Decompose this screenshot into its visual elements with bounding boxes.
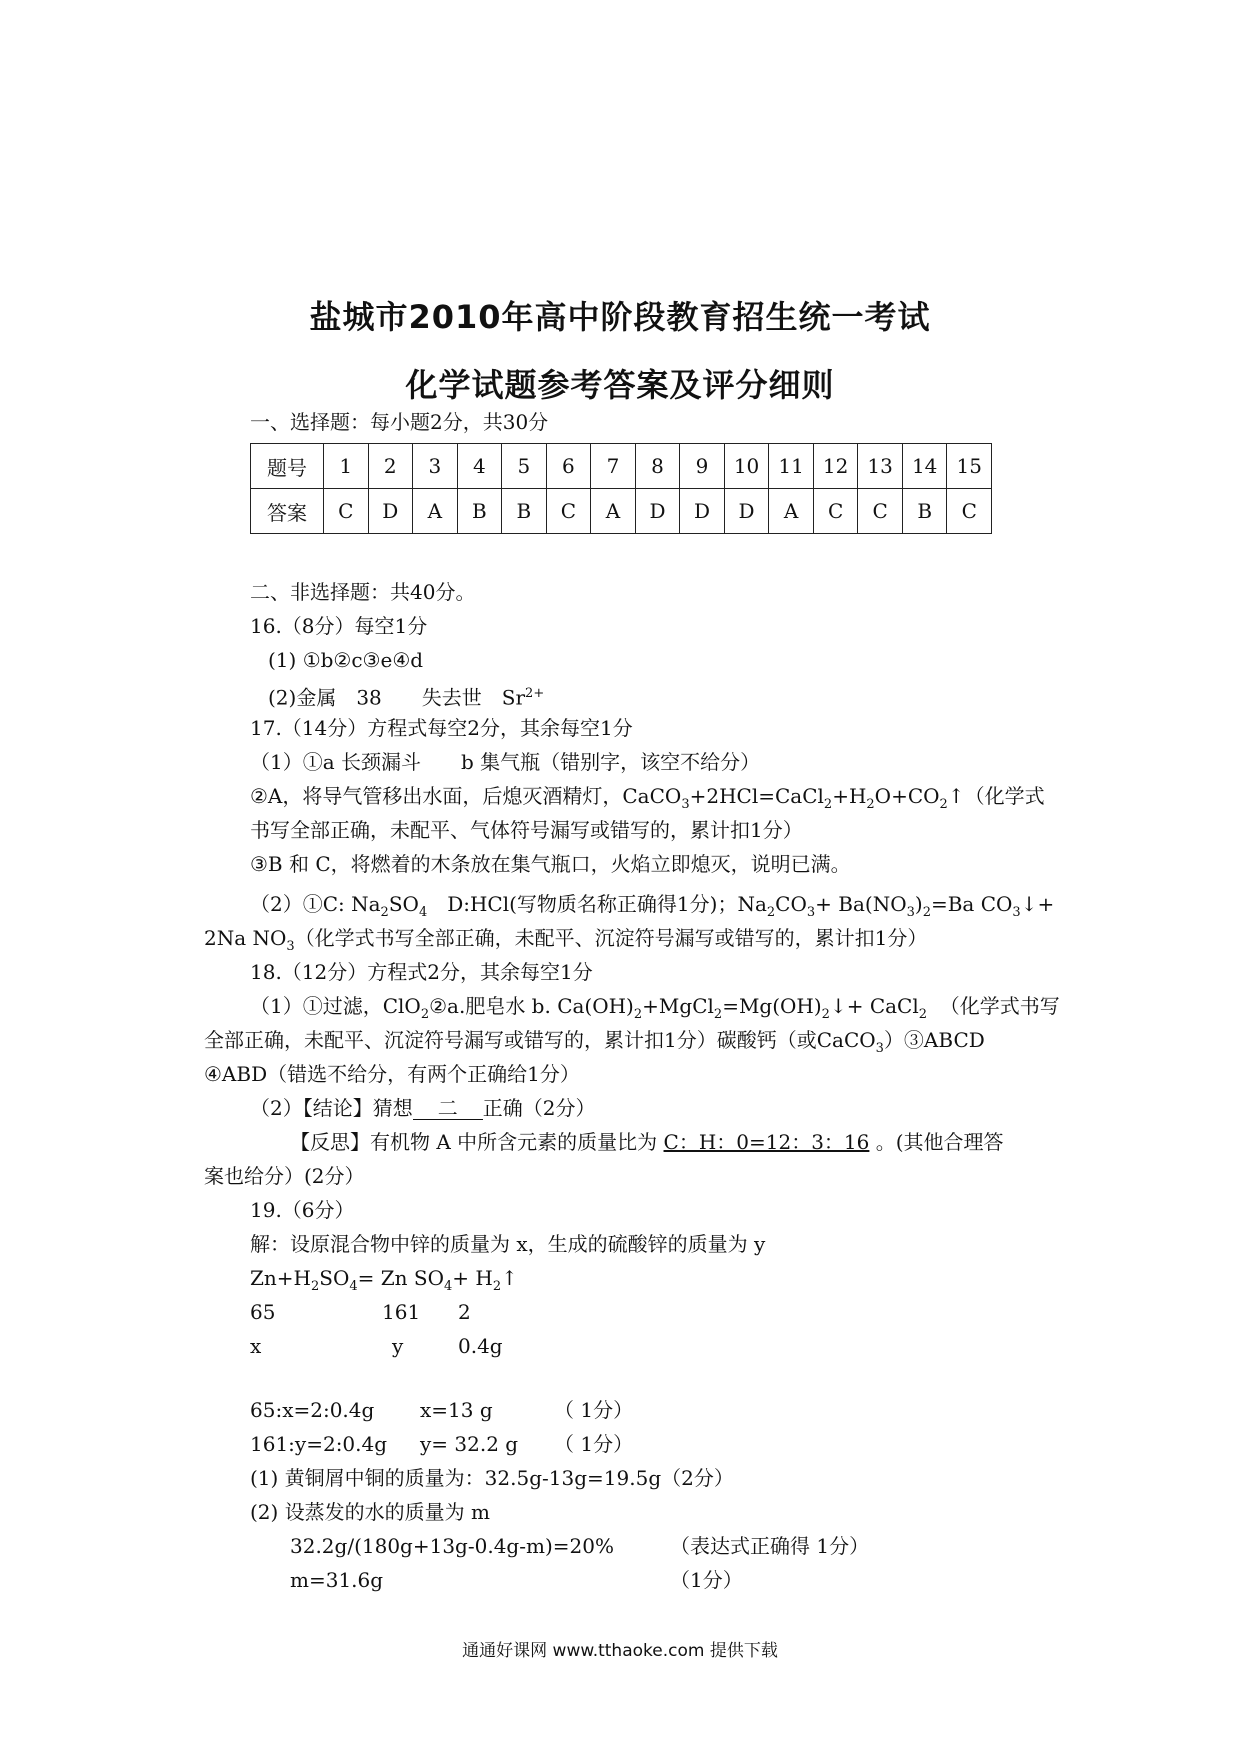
text-run: +H — [832, 784, 867, 808]
subscript: 2 — [766, 905, 776, 920]
text-run: （2）①C: Na — [250, 892, 381, 916]
subscript: 4 — [418, 905, 428, 920]
q17-heading: 17.（14分）方程式每空2分，其余每空1分 — [250, 716, 633, 740]
text-run: O+CO — [874, 784, 940, 808]
text-run: +MgCl — [642, 994, 714, 1018]
table-cell: 4 — [457, 444, 502, 489]
text-run: ↓+ — [1020, 892, 1055, 916]
subscript: 3 — [681, 797, 690, 812]
table-cell: C — [546, 489, 591, 534]
footer-text: 通通好课网 www.tthaoke.com 提供下载 — [462, 1641, 778, 1661]
text-run: =Ba CO — [930, 892, 1013, 916]
q19-variable: 0.4g — [458, 1334, 503, 1358]
table-row-answers — [251, 489, 992, 534]
table-cell: C — [858, 489, 903, 534]
subscript: 2 — [866, 797, 875, 812]
page-subtitle: 化学试题参考答案及评分细则 — [405, 366, 835, 404]
q19-heading: 19.（6分） — [250, 1198, 355, 1222]
q19-score: （1分） — [670, 1568, 743, 1592]
q17-line — [250, 782, 1045, 819]
text-run: 2Na NO — [204, 926, 287, 950]
q19-variable: x — [250, 1334, 262, 1358]
table-cell: C — [324, 489, 369, 534]
text-run: + Ba(NO — [815, 892, 907, 916]
section1-heading: 一、选择题：每小题2分，共30分 — [250, 410, 549, 434]
table-cell: 11 — [769, 444, 814, 489]
text-run: ）③ABCD — [883, 1028, 985, 1052]
text-run: 【反思】有机物 A 中所含元素的质量比为 — [290, 1130, 658, 1154]
q16-line — [268, 680, 544, 712]
q19-calc: x=13 g — [420, 1398, 493, 1422]
table-cell: 8 — [635, 444, 680, 489]
table-cell: 10 — [724, 444, 769, 489]
q19-score: （ 1分） — [554, 1398, 634, 1422]
q17-line: ③B 和 C，将燃着的木条放在集气瓶口，火焰立即熄灭，说明已满。 — [250, 852, 851, 876]
table-cell: A — [591, 489, 636, 534]
table-row-numbers — [251, 444, 992, 489]
text-run: = Zn SO — [357, 1266, 445, 1290]
table-cell: 5 — [502, 444, 547, 489]
subscript: 2 — [922, 905, 931, 920]
section2-heading: 二、非选择题：共40分。 — [250, 580, 476, 604]
q19-line: 32.2g/(180g+13g-0.4g-m)=20% — [290, 1534, 614, 1558]
q18-line — [204, 1026, 985, 1063]
text-run: ②a.肥皂水 b. Ca(OH) — [429, 994, 634, 1018]
q19-mass-value: 161 — [382, 1300, 421, 1324]
subscript: 3 — [806, 905, 816, 920]
subscript: 4 — [444, 1279, 453, 1294]
q19-equation — [250, 1264, 518, 1301]
text-run: Zn+H — [250, 1266, 311, 1290]
q19-variable: y — [392, 1334, 404, 1358]
q19-calc: y= 32.2 g — [420, 1432, 519, 1456]
text-run: + H — [452, 1266, 493, 1290]
table-cell: D — [724, 489, 769, 534]
text-run: （2）【结论】猜想 — [250, 1096, 413, 1120]
table-cell: 13 — [858, 444, 903, 489]
table-cell: A — [769, 489, 814, 534]
q18-line: 案也给分）(2分） — [204, 1164, 365, 1188]
table-cell: D — [680, 489, 725, 534]
table-cell: 9 — [680, 444, 725, 489]
q18-line — [250, 1094, 595, 1122]
answer-blank: C：H：0=12：3：16 — [663, 1130, 870, 1154]
subscript: 2 — [633, 1007, 643, 1022]
table-cell: 12 — [813, 444, 858, 489]
subscript: 2 — [380, 905, 389, 920]
page-title: 盐城市2010年高中阶段教育招生统一考试 — [309, 298, 931, 336]
subscript: 3 — [286, 939, 295, 954]
table-cell: B — [502, 489, 547, 534]
text-run: （1）①过滤，ClO — [250, 994, 421, 1018]
table-cell: 7 — [591, 444, 636, 489]
text-run: 。(其他合理答 — [875, 1130, 1004, 1154]
q16-line: (1) ①b②c③e④d — [268, 648, 424, 672]
text-run: （化学式书写全部正确，未配平、沉淀符号漏写或错写的，累计扣1分） — [294, 926, 928, 950]
subscript: 2 — [918, 1007, 928, 1022]
text-run: +2HCl=CaCl — [689, 784, 824, 808]
table-cell: 14 — [902, 444, 947, 489]
q17-line — [250, 890, 1054, 927]
q18-line: ④ABD（错选不给分，有两个正确给1分） — [204, 1062, 580, 1086]
text-run: ②A，将导气管移出水面，后熄灭酒精灯，CaCO — [250, 784, 682, 808]
q17-line: 书写全部正确，未配平、气体符号漏写或错写的，累计扣1分） — [250, 818, 803, 842]
subscript: 4 — [349, 1279, 358, 1294]
text-run: D:HCl(写物质名称正确得1分)；Na — [427, 892, 767, 916]
table-cell: 6 — [546, 444, 591, 489]
q19-score: （ 1分） — [554, 1432, 634, 1456]
text-run: （化学式书写 — [939, 994, 1060, 1018]
subscript: 2 — [492, 1279, 502, 1294]
table-cell: D — [635, 489, 680, 534]
subscript: 2 — [939, 797, 948, 812]
q18-line — [250, 992, 1060, 1029]
table-cell: A — [413, 489, 458, 534]
text-run: =Mg(OH) — [722, 994, 822, 1018]
q19-line: (1) 黄铜屑中铜的质量为：32.5g-13g=19.5g（2分） — [250, 1466, 734, 1490]
text-run: 正确（2分） — [482, 1096, 596, 1120]
text-run: SO — [319, 1266, 350, 1290]
q19-line: (2) 设蒸发的水的质量为 m — [250, 1500, 491, 1524]
q19-line: 解：设原混合物中锌的质量为 x，生成的硫酸锌的质量为 y — [250, 1232, 766, 1256]
text-run: 全部正确，未配平、沉淀符号漏写或错写的，累计扣1分）碳酸钙（或CaCO — [204, 1028, 876, 1052]
superscript: 2+ — [525, 686, 545, 701]
text-run: CO — [775, 892, 807, 916]
q19-score: （表达式正确得 1分） — [670, 1534, 870, 1558]
text-run: ↑（化学式 — [947, 784, 1045, 808]
subscript: 2 — [420, 1007, 430, 1022]
table-cell: C — [813, 489, 858, 534]
subscript: 2 — [310, 1279, 320, 1294]
subscript: 2 — [821, 1007, 830, 1022]
q19-line: m=31.6g — [290, 1568, 384, 1592]
text-run: (2)金属 38 失去世 Sr — [268, 685, 526, 710]
q19-mass-value: 65 — [250, 1300, 276, 1324]
table-row-label: 题号 — [251, 444, 324, 489]
table-cell: B — [457, 489, 502, 534]
table-cell: 2 — [368, 444, 413, 489]
table-cell: 3 — [413, 444, 458, 489]
q17-line: （1）①a 长颈漏斗 b 集气瓶（错别字，该空不给分） — [250, 750, 761, 774]
q19-mass-value: 2 — [458, 1300, 471, 1324]
q19-calc: 65:x=2:0.4g — [250, 1398, 375, 1422]
table-cell: 1 — [324, 444, 369, 489]
answer-table — [250, 443, 992, 534]
q19-calc: 161:y=2:0.4g — [250, 1432, 388, 1456]
table-row-label: 答案 — [251, 489, 324, 534]
q18-heading: 18.（12分）方程式2分，其余每空1分 — [250, 960, 593, 984]
subscript: 2 — [713, 1007, 723, 1022]
text-run: ) — [914, 892, 923, 916]
answer-blank: 二 — [413, 1097, 483, 1120]
text-run: ↓+ CaCl — [829, 994, 919, 1018]
subscript: 2 — [823, 797, 833, 812]
table-cell: 15 — [947, 444, 992, 489]
table-cell: D — [368, 489, 413, 534]
q17-line — [204, 924, 927, 961]
subscript: 3 — [1012, 905, 1021, 920]
q16-heading: 16.（8分）每空1分 — [250, 614, 428, 638]
subscript: 3 — [906, 905, 915, 920]
subscript: 3 — [875, 1041, 884, 1056]
table-cell: C — [947, 489, 992, 534]
text-run: ↑ — [501, 1266, 518, 1290]
q18-line — [290, 1128, 1004, 1156]
text-run: SO — [388, 892, 419, 916]
table-cell: B — [902, 489, 947, 534]
